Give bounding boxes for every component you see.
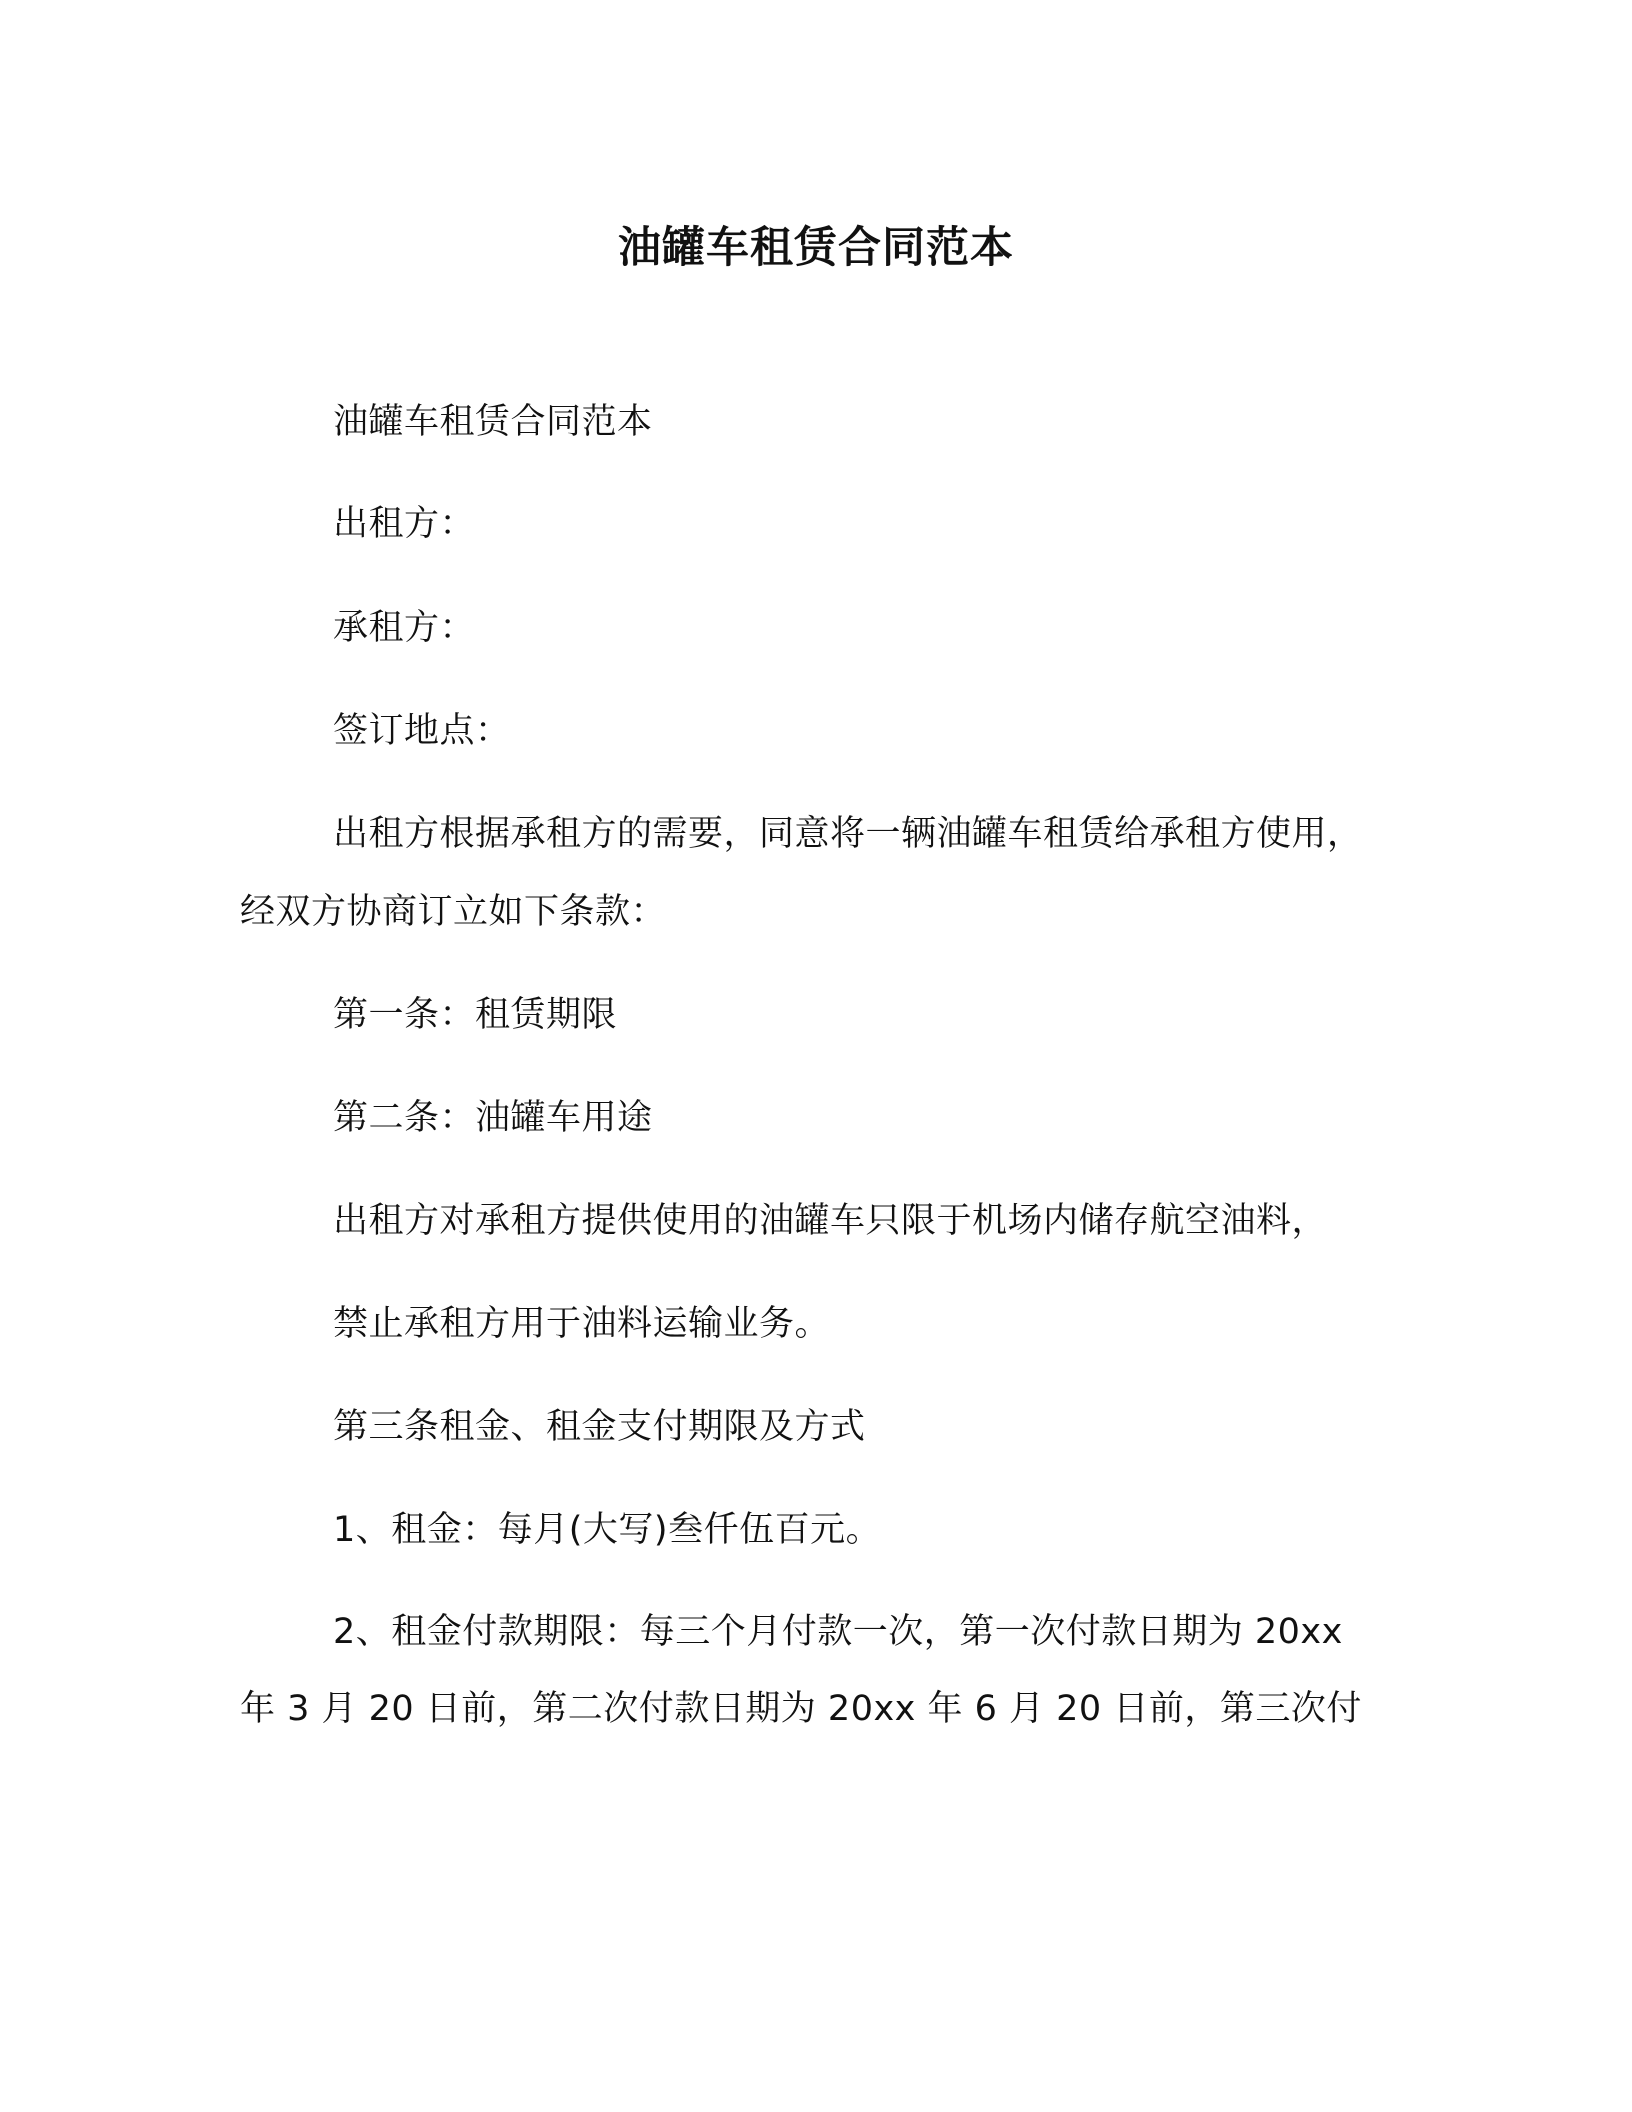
- paragraph-line: 1、租金：每月(大写)叁仟伍百元。: [333, 1510, 882, 1550]
- paragraph-line: 出租方对承租方提供使用的油罐车只限于机场内储存航空油料，: [333, 1201, 1328, 1241]
- document-subtitle: 油罐车租赁合同范本: [333, 402, 653, 442]
- paragraph-line: 出租方根据承租方的需要，同意将一辆油罐车租赁给承租方使用，: [333, 814, 1363, 854]
- lessor-field: 出租方：: [333, 504, 476, 544]
- paragraph-line: 2、租金付款期限：每三个月付款一次，第一次付款日期为 20xx: [333, 1612, 1343, 1652]
- lessee-field: 承租方：: [333, 608, 476, 648]
- paragraph-line: 年 3 月 20 日前，第二次付款日期为 20xx 年 6 月 20 日前，第三次付: [240, 1689, 1362, 1729]
- document-title: 油罐车租赁合同范本: [618, 223, 1014, 273]
- paragraph-line: 禁止承租方用于油料运输业务。: [333, 1304, 831, 1344]
- paragraph-line: 经双方协商订立如下条款：: [240, 892, 667, 932]
- article-heading: 第二条：油罐车用途: [333, 1098, 653, 1138]
- article-heading: 第一条：租赁期限: [333, 995, 618, 1035]
- signing-location-field: 签订地点：: [333, 711, 511, 751]
- article-heading: 第三条租金、租金支付期限及方式: [333, 1407, 866, 1447]
